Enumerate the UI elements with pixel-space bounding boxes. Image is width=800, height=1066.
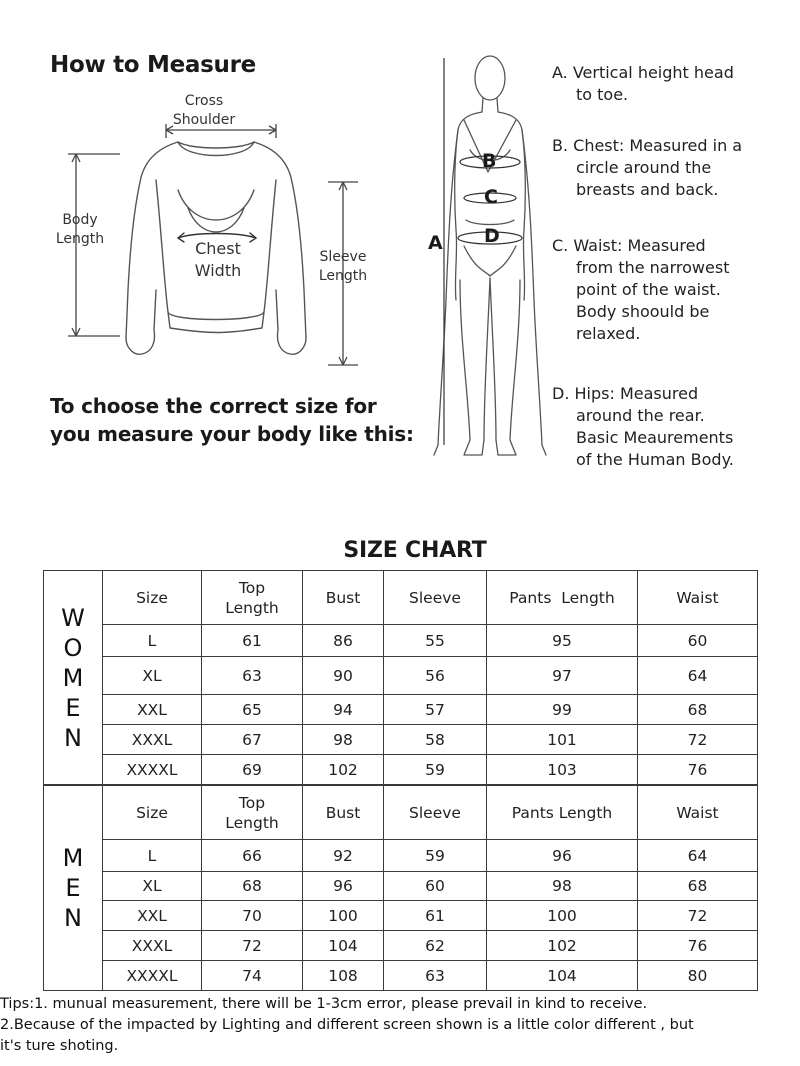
table-cell: 63 [202, 657, 303, 695]
table-cell: 104 [487, 961, 638, 991]
header-waist: Waist [638, 571, 758, 625]
table-cell: 80 [638, 961, 758, 991]
table-cell: L [103, 840, 202, 872]
table-cell: 64 [638, 840, 758, 872]
table-cell: 68 [638, 695, 758, 725]
header-bust: Bust [303, 786, 384, 840]
table-cell: 103 [487, 755, 638, 785]
table-cell: 65 [202, 695, 303, 725]
header-top-length: Top Length [202, 571, 303, 625]
table-cell: 100 [303, 901, 384, 931]
women-size-table [43, 570, 758, 785]
header-top-length: Top Length [202, 786, 303, 840]
table-cell: 72 [638, 725, 758, 755]
men-size-table [43, 785, 758, 991]
table-cell: 68 [638, 872, 758, 901]
table-cell: XXXL [103, 931, 202, 961]
table-cell: XXXXL [103, 961, 202, 991]
table-cell: XL [103, 872, 202, 901]
table-cell: 68 [202, 872, 303, 901]
body-figure-illustration [420, 50, 550, 465]
table-cell: 90 [303, 657, 384, 695]
table-cell: 98 [303, 725, 384, 755]
table-cell: 102 [303, 755, 384, 785]
header-pants-length: Pants Length [487, 571, 638, 625]
table-cell: XL [103, 657, 202, 695]
choose-size-instruction: To choose the correct size for you measure your body like this: [50, 394, 414, 446]
table-cell: 56 [384, 657, 487, 695]
header-size: Size [103, 571, 202, 625]
description-a: A. Vertical height head to toe. [552, 63, 734, 104]
table-cell: 97 [487, 657, 638, 695]
table-cell: XXXL [103, 725, 202, 755]
cross-shoulder-label: Cross Shoulder [172, 93, 236, 128]
table-cell: 86 [303, 625, 384, 657]
table-cell: 70 [202, 901, 303, 931]
men-header-row [44, 786, 758, 840]
marker-b: B [482, 150, 497, 172]
description-c: C. Waist: Measured from the narrowest point of the waist. Body shoould be relaxed. [552, 236, 730, 343]
table-cell: XXXXL [103, 755, 202, 785]
table-row [44, 901, 758, 931]
table-cell: 74 [202, 961, 303, 991]
table-cell: 59 [384, 840, 487, 872]
how-to-measure-title: How to Measure [50, 52, 256, 78]
table-cell: 63 [384, 961, 487, 991]
table-cell: 67 [202, 725, 303, 755]
table-cell: 94 [303, 695, 384, 725]
header-bust: Bust [303, 571, 384, 625]
sleeve-length-label: Sleeve Length [318, 249, 368, 284]
table-cell: 95 [487, 625, 638, 657]
table-cell: L [103, 625, 202, 657]
table-cell: 69 [202, 755, 303, 785]
table-cell: XXL [103, 695, 202, 725]
table-cell: 76 [638, 755, 758, 785]
table-cell: 62 [384, 931, 487, 961]
marker-d: D [484, 225, 500, 247]
chest-width-label: Chest Width [194, 239, 242, 280]
table-cell: 61 [202, 625, 303, 657]
table-cell: 104 [303, 931, 384, 961]
description-d: D. Hips: Measured around the rear. Basic Meaurements of the Human Body. [552, 384, 734, 469]
table-row [44, 961, 758, 991]
table-row [44, 725, 758, 755]
table-cell: 99 [487, 695, 638, 725]
table-cell: 58 [384, 725, 487, 755]
table-cell: 92 [303, 840, 384, 872]
marker-c: C [484, 186, 498, 208]
table-cell: 98 [487, 872, 638, 901]
marker-a: A [428, 232, 443, 254]
table-row [44, 840, 758, 872]
table-cell: 59 [384, 755, 487, 785]
table-cell: 64 [638, 657, 758, 695]
table-cell: 66 [202, 840, 303, 872]
table-cell: 57 [384, 695, 487, 725]
table-cell: 96 [487, 840, 638, 872]
table-cell: 61 [384, 901, 487, 931]
table-row [44, 625, 758, 657]
table-cell: 102 [487, 931, 638, 961]
table-cell: 72 [202, 931, 303, 961]
table-cell: 76 [638, 931, 758, 961]
header-sleeve: Sleeve [384, 786, 487, 840]
table-cell: 60 [638, 625, 758, 657]
table-cell: 108 [303, 961, 384, 991]
table-row [44, 695, 758, 725]
women-header-row [44, 571, 758, 625]
table-cell: 72 [638, 901, 758, 931]
table-cell: 55 [384, 625, 487, 657]
table-cell: 96 [303, 872, 384, 901]
table-cell: 60 [384, 872, 487, 901]
men-group-label: M E N [44, 786, 103, 991]
header-size: Size [103, 786, 202, 840]
size-chart-title: SIZE CHART [343, 538, 487, 563]
table-row [44, 755, 758, 785]
table-cell: XXL [103, 901, 202, 931]
header-pants-length: Pants Length [487, 786, 638, 840]
description-b: B. Chest: Measured in a circle around the breasts and back. [552, 136, 743, 199]
table-row [44, 657, 758, 695]
table-row [44, 872, 758, 901]
header-waist: Waist [638, 786, 758, 840]
header-sleeve: Sleeve [384, 571, 487, 625]
table-cell: 100 [487, 901, 638, 931]
tips-notes: Tips:1. munual measurement, there will be 1-3cm error, please prevail in kind to receive. 2.Because of the impacted by Lighting and different screen shown is a little color different , but it's ture shoting. [0, 996, 694, 1054]
table-row [44, 931, 758, 961]
table-cell: 101 [487, 725, 638, 755]
body-length-label: Body Length [55, 212, 105, 247]
women-group-label: W O M E N [44, 571, 103, 785]
